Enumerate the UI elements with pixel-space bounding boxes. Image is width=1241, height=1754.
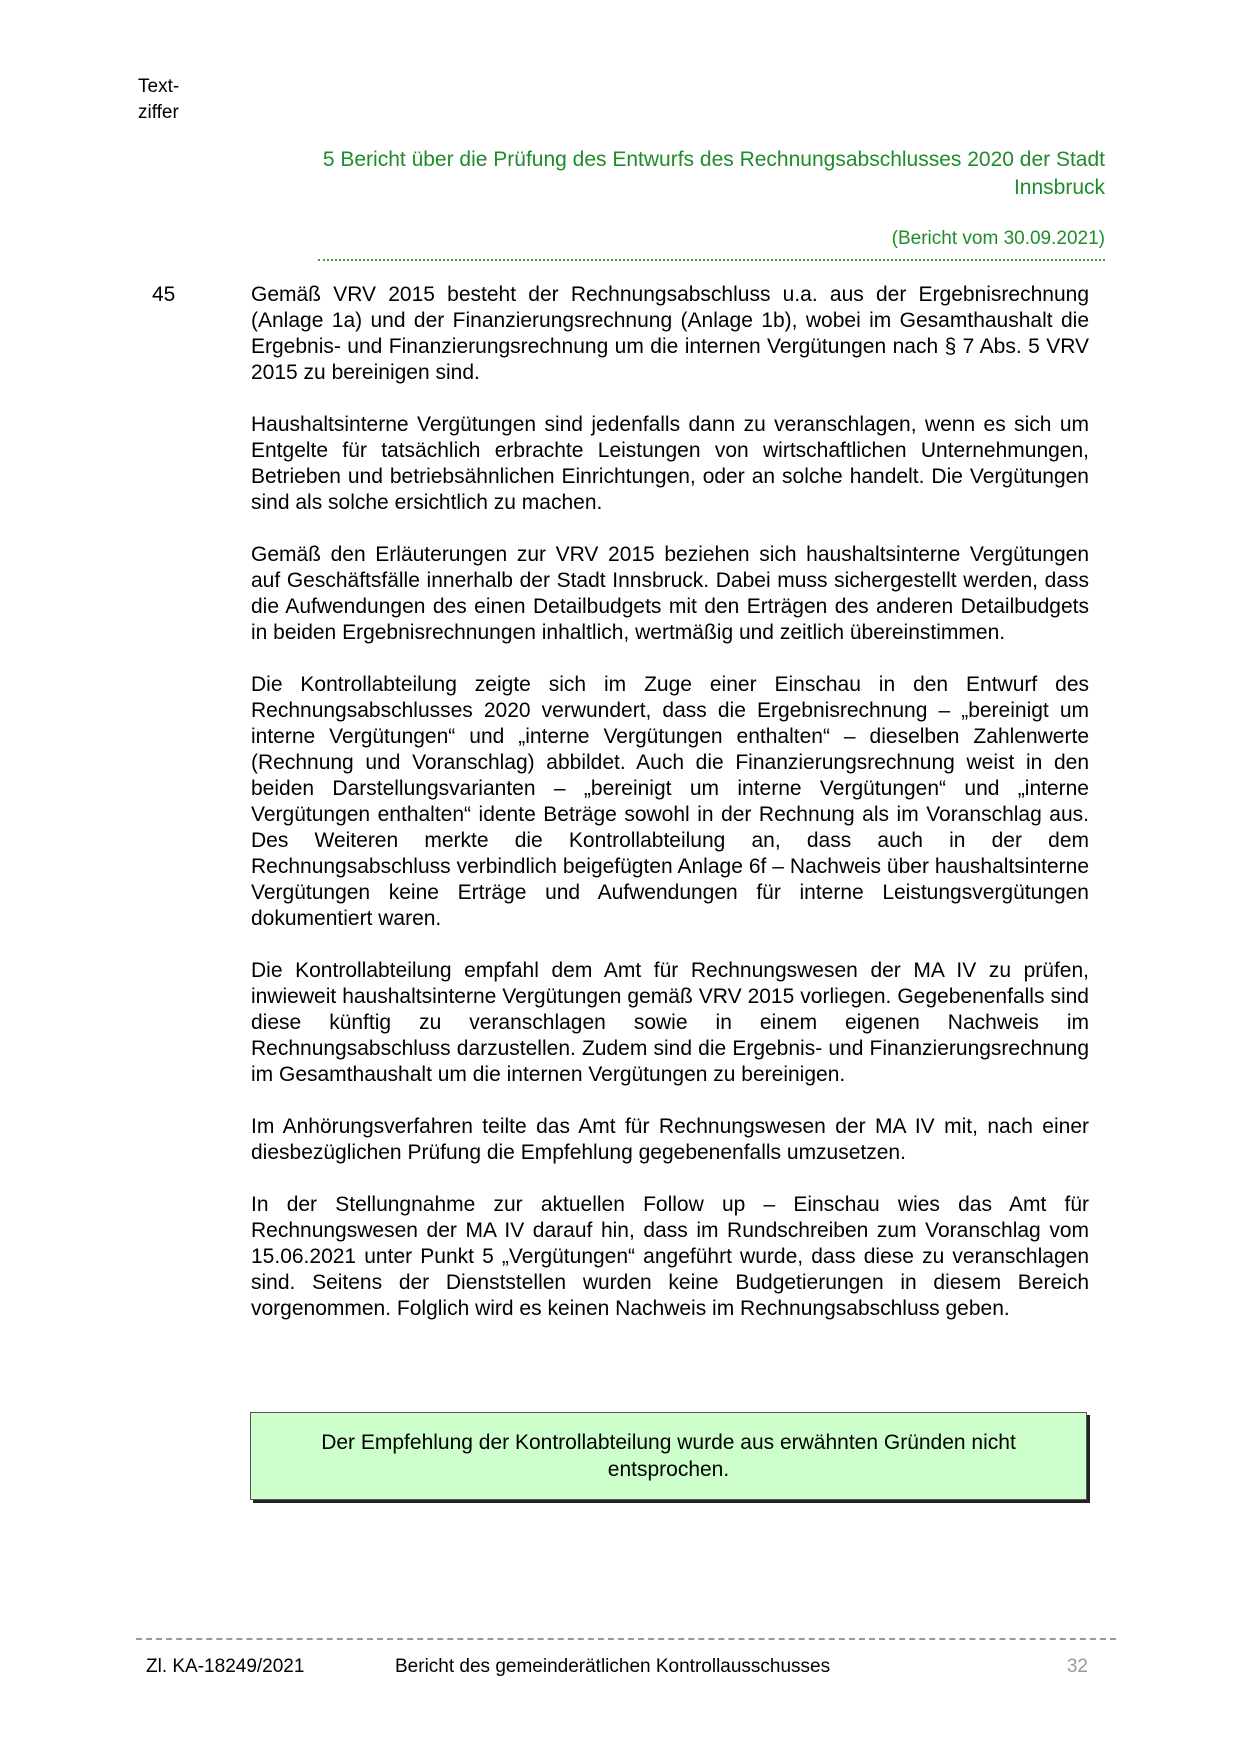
- section-title: 5 Bericht über die Prüfung des Entwurfs des Rechnungsabschlusses 2020 der Stadt Innsbruck: [322, 148, 1105, 199]
- header-divider: [318, 259, 1105, 261]
- paragraph: Haushaltsinterne Vergütungen sind jedenfalls dann zu veranschlagen, wenn es sich um Entgelte für tatsächlich erbrachte Leistungen von wirtschaftlichen Unternehmungen, Betrieben und betriebsähnlichen Einrichtungen, oder an solche handelt. Die Vergütungen sind als solche ersichtlich zu machen.: [251, 413, 1089, 514]
- report-date: (Bericht vom 30.09.2021): [891, 228, 1105, 249]
- paragraph: Die Kontrollabteilung empfahl dem Amt für Rechnungswesen der MA IV zu prüfen, inwieweit haushaltsinterne Vergütungen gemäß VRV 2015 vorliegen. Gegebenenfalls sind diese künftig zu veranschlagen sowie in einem eigenen Nachweis im Rechnungsabschluss darzustellen. Zudem sind die Ergebnis- und Finanzierungsrechnung im Gesamthaushalt um die internen Vergütungen zu bereinigen.: [251, 959, 1089, 1086]
- textziffer-number: 45: [152, 283, 176, 306]
- paragraph: Im Anhörungsverfahren teilte das Amt für Rechnungswesen der MA IV mit, nach einer diesbezüglichen Prüfung die Empfehlung gegebenenfalls umzusetzen.: [251, 1115, 1089, 1164]
- item-body: [251, 282, 1089, 1348]
- margin-label-text: Text- ziffer: [138, 76, 180, 123]
- paragraph: Gemäß VRV 2015 besteht der Rechnungsabschluss u.a. aus der Ergebnisrechnung (Anlage 1a) und der Finanzierungsrechnung (Anlage 1b), wobei im Gesamthaushalt die Ergebnis- und Finanzierungsrechnung um die internen Vergütungen nach § 7 Abs. 5 VRV 2015 zu bereinigen sind.: [251, 283, 1089, 384]
- footer-divider: [136, 1638, 1116, 1640]
- footer-title: Bericht des gemeinderätlichen Kontrollausschusses: [395, 1656, 831, 1677]
- paragraph: Gemäß den Erläuterungen zur VRV 2015 beziehen sich haushaltsinterne Vergütungen auf Geschäftsfälle innerhalb der Stadt Innsbruck. Dabei muss sichergestellt werden, dass die Aufwendungen des einen Detailbudgets mit den Erträgen des anderen Detailbudgets in beiden Ergebnisrechnungen inhaltlich, wertmäßig und zeitlich übereinstimmen.: [251, 543, 1089, 644]
- paragraph: Die Kontrollabteilung zeigte sich im Zuge einer Einschau in den Entwurf des Rechnungsabschlusses 2020 verwundert, dass die Ergebnisrechnung – „bereinigt um interne Vergütungen“ und „interne Vergütungen enthalten“ – dieselben Zahlenwerte (Rechnung und Voranschlag) abbildet. Auch die Finanzierungsrechnung weist in den beiden Darstellungsvarianten – „bereinigt um interne Vergütungen“ und „interne Vergütungen enthalten“ idente Beträge sowohl in der Rechnung als im Voranschlag aus. Des Weiteren merkte die Kontrollabteilung an, dass auch in der dem Rechnungsabschluss verbindlich beigefügten Anlage 6f – Nachweis über haushaltsinterne Vergütungen keine Erträge und Aufwendungen für interne Leistungsvergütungen dokumentiert waren.: [251, 673, 1089, 930]
- result-text: Der Empfehlung der Kontrollabteilung wurde aus erwähnten Gründen nicht entsprochen.: [321, 1431, 1016, 1481]
- footer-reference: Zl. KA-18249/2021: [146, 1656, 305, 1677]
- result-box: [250, 1412, 1087, 1500]
- margin-label-textziffer: [138, 74, 179, 126]
- paragraph: In der Stellungnahme zur aktuellen Follow up – Einschau wies das Amt für Rechnungswesen der MA IV darauf hin, dass im Rundschreiben zum Voranschlag vom 15.06.2021 unter Punkt 5 „Vergütungen“ angeführt wurde, dass diese zu veranschlagen sind. Seitens der Dienststellen wurden keine Budgetierungen in diesem Bereich vorgenommen. Folglich wird es keinen Nachweis im Rechnungsabschluss geben.: [251, 1193, 1089, 1320]
- page-number: 32: [1066, 1656, 1088, 1677]
